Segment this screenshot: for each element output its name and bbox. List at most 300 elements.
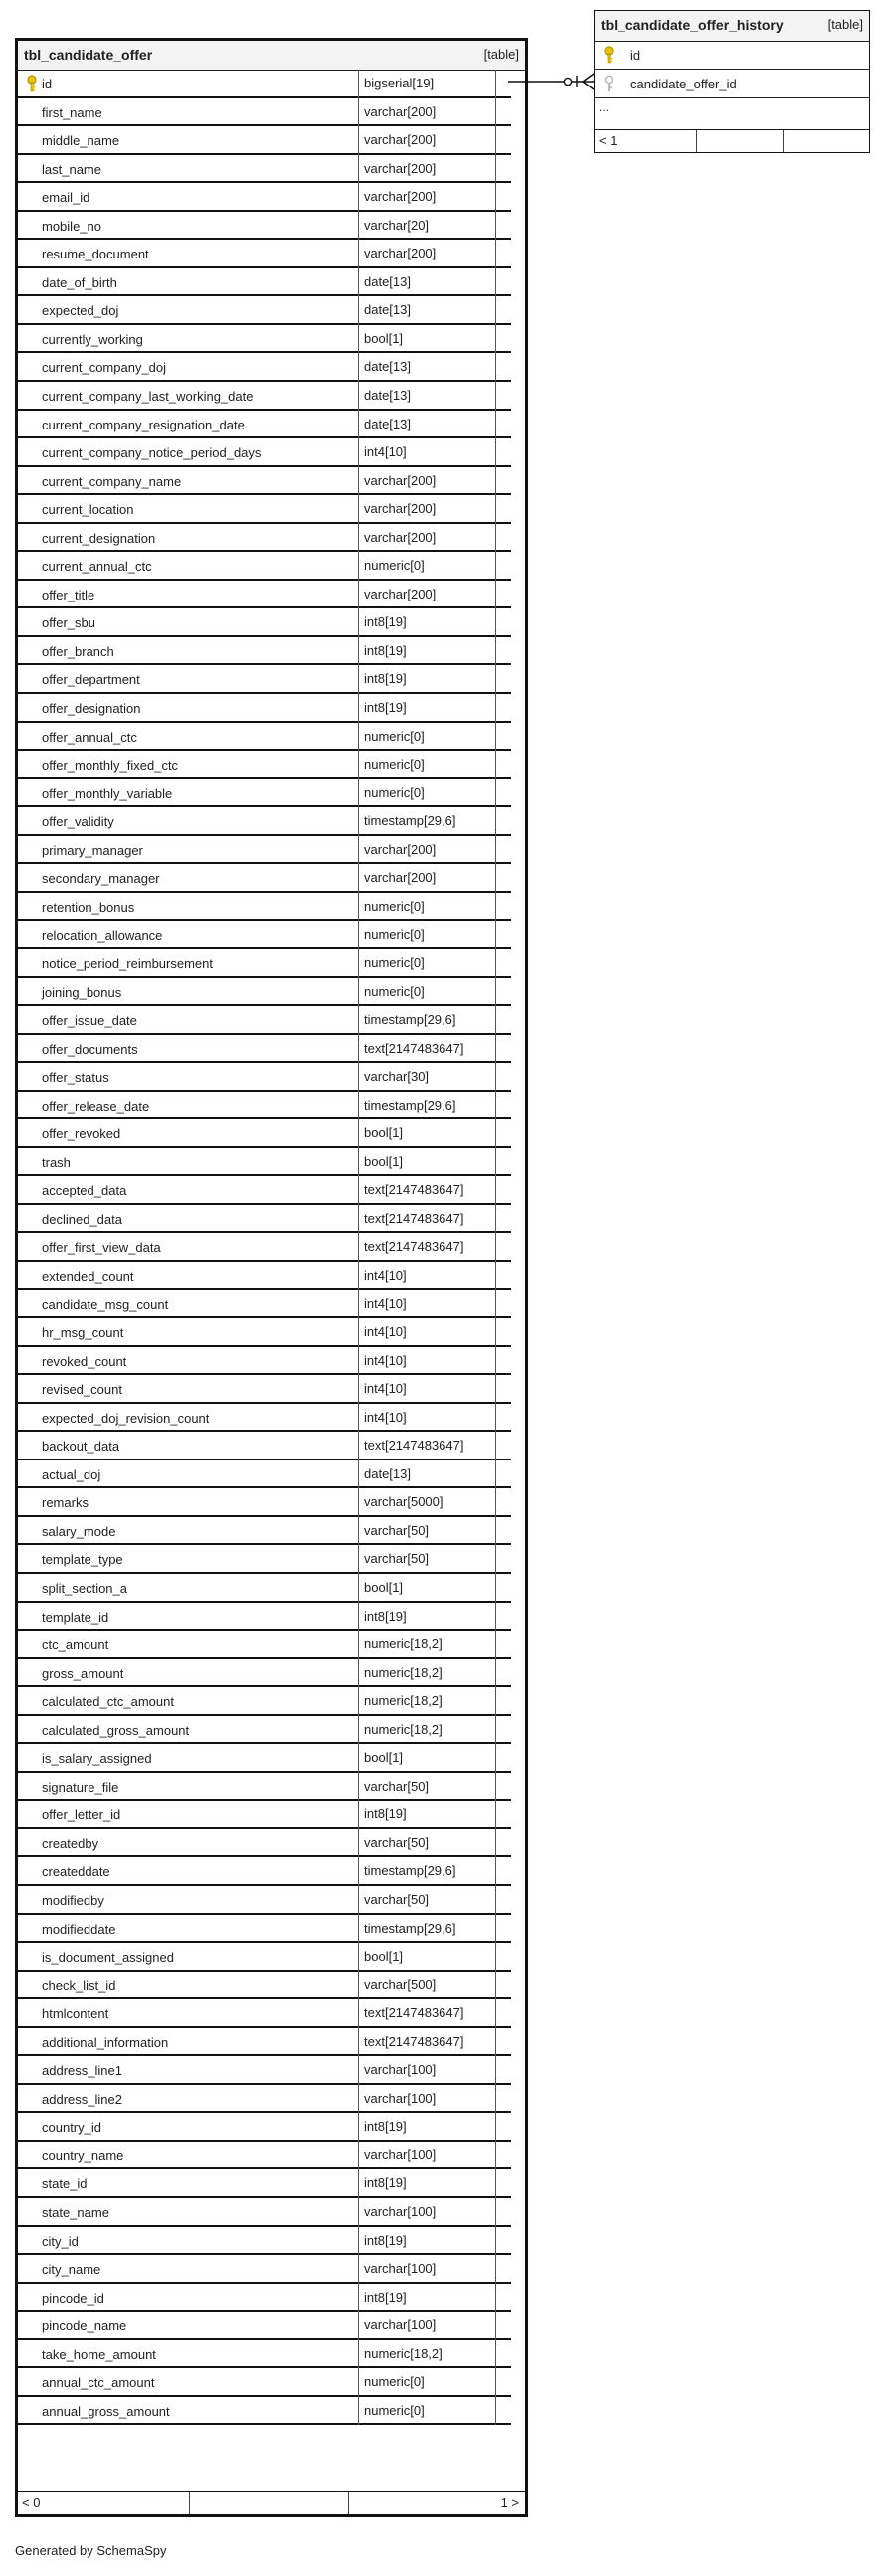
column-type: varchar[50] [364,1892,430,1907]
column-row[interactable] [18,1886,511,1915]
children-count[interactable]: < 1 [599,133,618,148]
column-name: secondary_manager [42,871,160,887]
column-divider [358,2227,359,2256]
column-type: int8[19] [364,614,407,630]
table-header [595,11,869,42]
table-header [18,41,525,71]
column-type: numeric[0] [364,2374,425,2390]
column-row[interactable] [18,296,511,325]
column-row[interactable] [18,1205,511,1234]
column-row[interactable] [18,665,511,694]
column-divider [358,1092,359,1120]
column-divider [358,1517,359,1546]
column-divider [358,1488,359,1517]
column-type: timestamp[29,6] [364,813,456,829]
column-type: numeric[18,2] [364,1721,443,1737]
column-divider [358,353,359,382]
column-row[interactable] [18,779,511,808]
column-divider [358,779,359,808]
column-row[interactable] [18,2056,511,2085]
column-divider [495,70,496,98]
column-row[interactable] [18,353,511,382]
column-divider [358,2142,359,2170]
column-name: offer_title [42,587,95,602]
column-divider [358,1972,359,2000]
column-row[interactable] [18,212,511,241]
column-divider [358,1716,359,1745]
column-row[interactable] [18,183,511,212]
column-divider [358,1375,359,1404]
column-type: varchar[50] [364,1551,430,1567]
column-name: current_company_notice_period_days [42,445,262,461]
column-row[interactable] [18,411,511,439]
column-row[interactable] [18,1035,511,1064]
column-divider [358,411,359,439]
column-divider [358,1829,359,1858]
column-row[interactable] [18,2113,511,2142]
column-row[interactable] [18,1603,511,1631]
column-type: numeric[18,2] [364,2345,443,2361]
column-row[interactable] [18,1460,511,1489]
column-divider [495,1092,496,1120]
column-name: revised_count [42,1382,122,1398]
column-name: resume_document [42,247,149,262]
column-divider [495,212,496,241]
column-type: int8[19] [364,2289,407,2305]
column-divider [358,2312,359,2340]
column-divider [358,1035,359,1064]
column-divider [495,325,496,354]
column-divider [358,524,359,553]
column-divider [358,1347,359,1376]
column-divider [358,1545,359,1574]
column-row[interactable] [18,836,511,865]
column-type: numeric[0] [364,784,425,800]
column-type: varchar[200] [364,586,437,601]
column-name: address_line2 [42,2091,122,2107]
column-type: varchar[200] [364,132,437,148]
column-row[interactable] [18,552,511,581]
column-divider [358,978,359,1007]
column-divider [358,2397,359,2426]
column-divider [495,1262,496,1290]
column-type: int8[19] [364,2232,407,2248]
column-divider [495,2397,496,2426]
parents-count[interactable]: 1 > [500,2495,519,2510]
column-divider [358,949,359,978]
column-row[interactable] [18,524,511,553]
column-name: current_company_resignation_date [42,417,245,432]
column-type: varchar[200] [364,472,437,488]
column-type: varchar[200] [364,160,437,176]
column-row[interactable] [18,1262,511,1290]
column-row[interactable] [18,1517,511,1546]
column-divider [495,155,496,184]
column-row[interactable] [18,1943,511,1972]
column-divider [495,1063,496,1092]
column-divider [495,608,496,637]
column-divider [495,1886,496,1915]
table-tbl-candidate-offer[interactable] [15,38,528,2517]
column-type: varchar[100] [364,2261,437,2277]
column-divider [495,2284,496,2313]
column-name: date_of_birth [42,274,117,290]
column-divider [495,411,496,439]
column-row[interactable] [595,41,869,70]
column-name: calculated_ctc_amount [42,1694,174,1710]
column-row[interactable] [18,1063,511,1092]
column-divider [495,836,496,865]
column-type: timestamp[29,6] [364,1863,456,1879]
column-name: backout_data [42,1439,120,1455]
column-name: offer_monthly_fixed_ctc [42,758,179,773]
column-type: numeric[0] [364,927,425,943]
column-name: state_name [42,2205,109,2221]
column-divider [358,2198,359,2227]
column-divider [358,581,359,609]
column-name: additional_information [42,2034,169,2050]
column-type: numeric[0] [364,954,425,970]
column-name: take_home_amount [42,2346,156,2362]
column-row[interactable] [18,1432,511,1460]
column-row[interactable] [18,581,511,609]
column-row[interactable] [18,978,511,1007]
column-row[interactable] [18,2028,511,2057]
column-divider [358,1659,359,1688]
column-row[interactable] [18,1773,511,1802]
column-type: int8[19] [364,2119,407,2135]
column-row[interactable] [18,864,511,893]
column-divider [358,467,359,496]
column-name: current_company_name [42,473,182,489]
column-divider [495,1857,496,1886]
column-divider [358,836,359,865]
column-divider [358,2284,359,2313]
column-name: calculated_gross_amount [42,1722,190,1738]
column-divider [495,2169,496,2198]
column-type: timestamp[29,6] [364,1097,456,1113]
column-type: date[13] [364,416,411,431]
column-row[interactable] [18,2312,511,2340]
column-divider [495,467,496,496]
column-divider [358,2028,359,2057]
table-name[interactable]: tbl_candidate_offer_history [601,17,784,33]
column-type: timestamp[29,6] [364,1920,456,1936]
column-divider [358,382,359,411]
column-row[interactable] [18,2284,511,2313]
column-row[interactable] [18,1659,511,1688]
column-divider [495,581,496,609]
column-divider [495,268,496,297]
column-name: current_annual_ctc [42,559,152,575]
column-name: htmlcontent [42,2006,109,2022]
column-name: retention_bonus [42,899,135,915]
column-divider [358,1631,359,1659]
column-divider [495,1972,496,2000]
column-row[interactable] [18,751,511,779]
table-tbl-candidate-offer-history[interactable] [594,10,870,153]
column-type: numeric[0] [364,983,425,999]
column-type: bigserial[19] [364,76,435,90]
column-name: first_name [42,104,102,120]
column-name: declined_data [42,1211,122,1227]
column-row[interactable] [18,1375,511,1404]
column-row[interactable] [18,382,511,411]
column-row[interactable] [18,1631,511,1659]
column-name: offer_department [42,672,140,688]
column-divider [358,70,359,98]
column-divider [495,240,496,268]
column-row[interactable] [18,155,511,184]
column-divider [358,1432,359,1460]
column-type: int4[10] [364,1352,407,1368]
column-divider [495,1687,496,1716]
column-divider [358,1290,359,1319]
table-name[interactable]: tbl_candidate_offer [24,47,153,63]
column-divider [358,608,359,637]
column-row[interactable] [18,1915,511,1944]
column-type: varchar[100] [364,2062,437,2078]
column-divider [358,694,359,723]
column-type: varchar[200] [364,189,437,205]
column-row[interactable] [18,949,511,978]
column-divider [495,751,496,779]
column-divider [358,212,359,241]
column-type: numeric[0] [364,898,425,914]
column-name: hr_msg_count [42,1325,124,1341]
children-count[interactable]: < 0 [22,2495,41,2510]
column-type: int4[10] [364,1409,407,1425]
column-divider [495,921,496,949]
column-row[interactable] [18,2142,511,2170]
column-divider [495,1943,496,1972]
column-divider [495,2227,496,2256]
column-row[interactable] [18,2198,511,2227]
column-row[interactable] [18,1006,511,1035]
column-row[interactable] [18,1801,511,1829]
column-name: pincode_name [42,2318,127,2334]
column-row[interactable] [18,467,511,496]
column-row[interactable] [18,723,511,752]
column-divider [358,751,359,779]
column-row[interactable] [18,325,511,354]
column-divider [358,1404,359,1433]
column-divider [495,524,496,553]
column-row[interactable] [18,2340,511,2369]
column-divider [495,1404,496,1433]
column-type: timestamp[29,6] [364,1012,456,1028]
column-row[interactable] [18,70,511,98]
column-row[interactable] [18,1488,511,1517]
column-name: current_company_last_working_date [42,389,254,405]
foreign-key-icon [603,75,615,92]
column-divider [358,1744,359,1773]
column-divider [358,665,359,694]
column-divider [495,1119,496,1148]
column-divider [495,1006,496,1035]
column-row[interactable] [18,1744,511,1773]
column-divider [495,949,496,978]
column-row[interactable] [18,1176,511,1205]
column-row[interactable] [18,1857,511,1886]
column-row[interactable] [18,126,511,155]
column-row[interactable] [18,893,511,922]
column-divider [358,1603,359,1631]
column-name: offer_letter_id [42,1807,121,1823]
primary-key-icon [603,46,615,64]
column-divider [495,1801,496,1829]
column-divider [495,694,496,723]
column-name: salary_mode [42,1523,116,1539]
column-row[interactable] [18,608,511,637]
table-footer [18,2491,525,2514]
column-row[interactable] [18,1829,511,1858]
column-row[interactable] [18,2085,511,2114]
column-type: varchar[200] [364,246,437,261]
column-name: email_id [42,190,90,206]
column-name: pincode_id [42,2290,104,2306]
column-row[interactable] [18,807,511,836]
column-divider [495,1460,496,1489]
column-name: template_type [42,1552,123,1568]
column-name: address_line1 [42,2063,122,2079]
column-divider [495,1744,496,1773]
column-divider [358,864,359,893]
column-row[interactable] [18,438,511,467]
column-divider [495,382,496,411]
column-divider [495,1517,496,1546]
column-divider [358,1233,359,1262]
column-type: int4[10] [364,1267,407,1283]
column-row[interactable] [18,1574,511,1603]
column-name: city_name [42,2262,101,2278]
column-type: text[2147483647] [364,2005,464,2021]
column-row[interactable] [18,240,511,268]
column-name: extended_count [42,1268,134,1284]
column-divider [495,1631,496,1659]
column-row[interactable] [18,98,511,127]
column-divider [495,1488,496,1517]
column-type: numeric[0] [364,728,425,744]
column-name: offer_revoked [42,1126,121,1142]
column-row[interactable] [595,70,869,98]
column-divider [358,495,359,524]
column-row[interactable] [18,2169,511,2198]
column-row[interactable] [18,1716,511,1745]
column-type: int4[10] [364,1295,407,1311]
column-row[interactable] [18,1148,511,1177]
column-list [18,70,511,2425]
column-divider [495,1659,496,1688]
column-name: createddate [42,1864,110,1880]
column-row[interactable] [18,268,511,297]
column-divider [358,325,359,354]
column-row[interactable] [18,1092,511,1120]
column-divider [495,1603,496,1631]
column-type: numeric[0] [364,2402,425,2418]
column-divider [358,155,359,184]
column-row[interactable] [18,1119,511,1148]
column-row[interactable] [18,694,511,723]
column-divider [495,1574,496,1603]
column-row[interactable] [18,1318,511,1347]
column-type: text[2147483647] [364,1239,464,1255]
column-type: int8[19] [364,2175,407,2191]
column-type: int4[10] [364,1324,407,1340]
column-divider [495,807,496,836]
column-type: numeric[18,2] [364,1636,443,1652]
column-type: date[13] [364,388,411,404]
column-row[interactable] [18,637,511,666]
column-name: revoked_count [42,1353,127,1369]
column-divider [495,2142,496,2170]
column-divider [495,978,496,1007]
table-kind: [table] [483,47,519,62]
column-name: country_name [42,2147,124,2163]
column-row[interactable] [18,2368,511,2397]
column-type: bool[1] [364,330,404,346]
column-name: current_company_doj [42,360,167,376]
column-type: numeric[18,2] [364,1693,443,1709]
column-type: varchar[200] [364,501,437,517]
column-type: int8[19] [364,700,407,716]
column-name: offer_monthly_variable [42,785,173,801]
column-row[interactable] [18,1347,511,1376]
column-divider [358,240,359,268]
column-divider [358,1687,359,1716]
column-type: varchar[20] [364,217,430,233]
column-divider [495,2312,496,2340]
column-divider [358,1857,359,1886]
column-name: candidate_msg_count [42,1296,169,1312]
column-name: current_designation [42,530,156,546]
column-divider [495,1773,496,1802]
column-row[interactable] [18,1545,511,1574]
column-type: varchar[200] [364,103,437,119]
column-row[interactable] [18,921,511,949]
column-row[interactable] [18,2227,511,2256]
column-type: date[13] [364,273,411,289]
column-row[interactable] [18,1999,511,2028]
column-type: varchar[100] [364,2204,437,2220]
column-name: annual_ctc_amount [42,2375,155,2391]
column-type: text[2147483647] [364,1182,464,1198]
column-type: varchar[100] [364,2090,437,2106]
column-name: relocation_allowance [42,928,163,944]
column-name: is_document_assigned [42,1950,174,1966]
column-row[interactable] [18,2397,511,2426]
column-row[interactable] [18,1233,511,1262]
column-divider [358,2085,359,2114]
column-type: date[13] [364,1465,411,1481]
column-row[interactable] [18,1404,511,1433]
column-type: varchar[200] [364,841,437,857]
column-row[interactable] [18,1687,511,1716]
column-divider [358,1318,359,1347]
column-divider [495,183,496,212]
column-divider [358,1915,359,1944]
column-divider [495,2056,496,2085]
column-type: varchar[30] [364,1069,430,1085]
column-row[interactable] [18,495,511,524]
column-type: bool[1] [364,1750,404,1766]
column-divider [495,296,496,325]
column-row[interactable] [18,1290,511,1319]
column-row[interactable] [18,1972,511,2000]
column-divider [358,1262,359,1290]
column-row[interactable] [18,2255,511,2284]
column-type: numeric[18,2] [364,1664,443,1680]
